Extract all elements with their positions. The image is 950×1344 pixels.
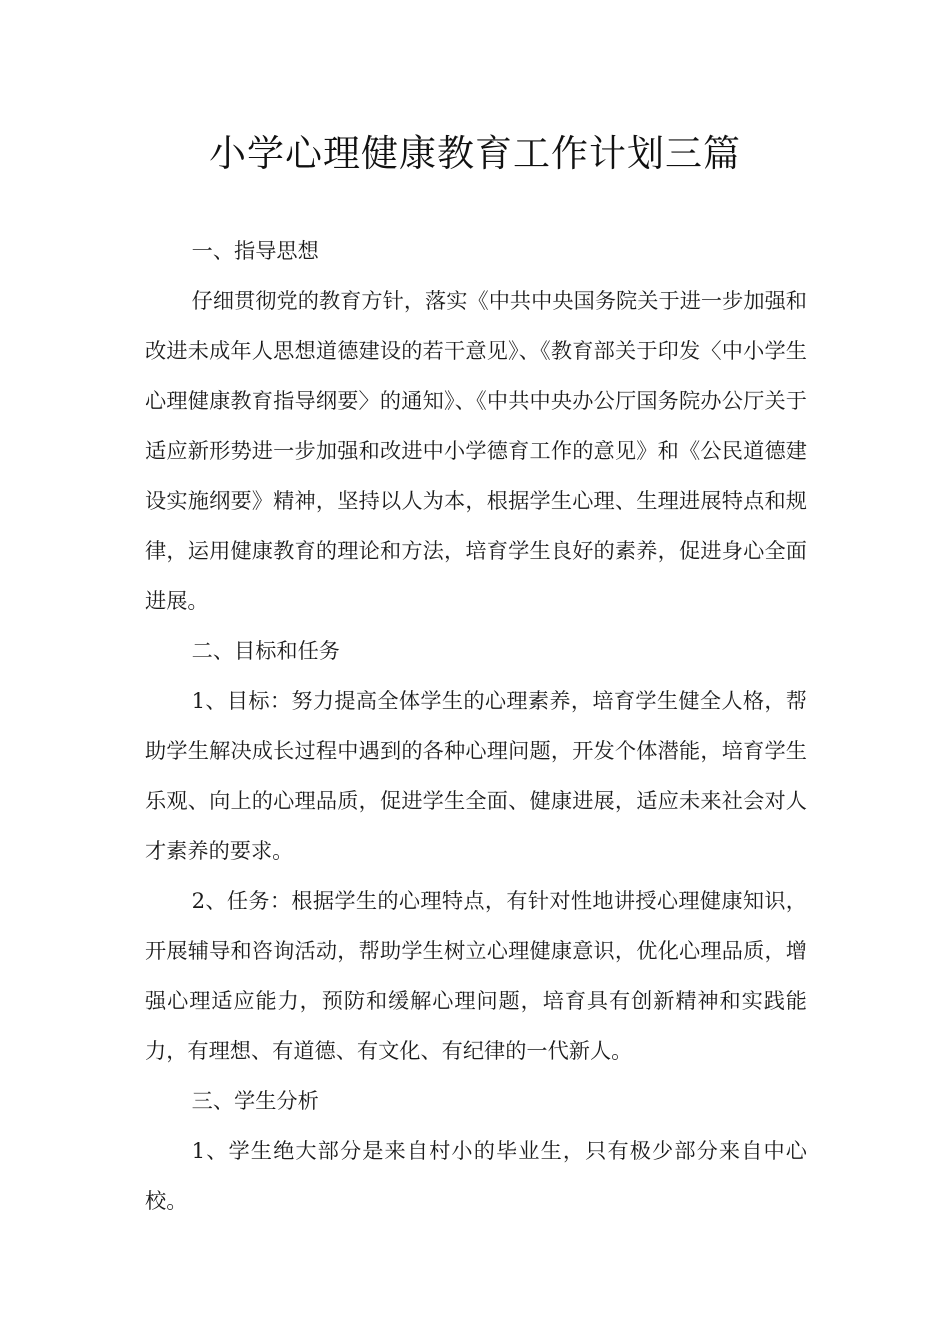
- document-title: 小学心理健康教育工作计划三篇: [209, 132, 741, 175]
- paragraph-guiding-ideology: 仔细贯彻党的教育方针，落实《中共中央国务院关于进一步加强和改进未成年人思想道德建设的若干意见》、《教育部关于印发〈中小学生心理健康教育指导纲要〉的通知》、《中共中央办公厅国务院办公厅关于适应新形势进一步加强和改进中小学德育工作的意见》和《公民道德建设实施纲要》精神，坚持以人为本，根据学生心理、生理进展特点和规律，运用健康教育的理论和方法，培育学生良好的素养，促进身心全面进展。: [145, 288, 807, 613]
- document-body: [145, 226, 807, 1226]
- paragraph-student-analysis-1: 1、学生绝大部分是来自村小的毕业生，只有极少部分来自中心校。: [145, 1138, 807, 1213]
- heading-student-analysis: 三、学生分析: [191, 1088, 319, 1113]
- paragraph-goals: 1、目标：努力提高全体学生的心理素养，培育学生健全人格，帮助学生解决成长过程中遇到的各种心理问题，开发个体潜能，培育学生乐观、向上的心理品质，促进学生全面、健康进展，适应未来社会对人才素养的要求。: [145, 688, 807, 863]
- heading-goals-and-tasks: 二、目标和任务: [191, 638, 340, 663]
- heading-guiding-ideology: 一、指导思想: [191, 238, 319, 263]
- paragraph-tasks: 2、任务：根据学生的心理特点，有针对性地讲授心理健康知识，开展辅导和咨询活动，帮助学生树立心理健康意识，优化心理品质，增强心理适应能力，预防和缓解心理问题，培育具有创新精神和实践能力，有理想、有道德、有文化、有纪律的一代新人。: [145, 888, 807, 1063]
